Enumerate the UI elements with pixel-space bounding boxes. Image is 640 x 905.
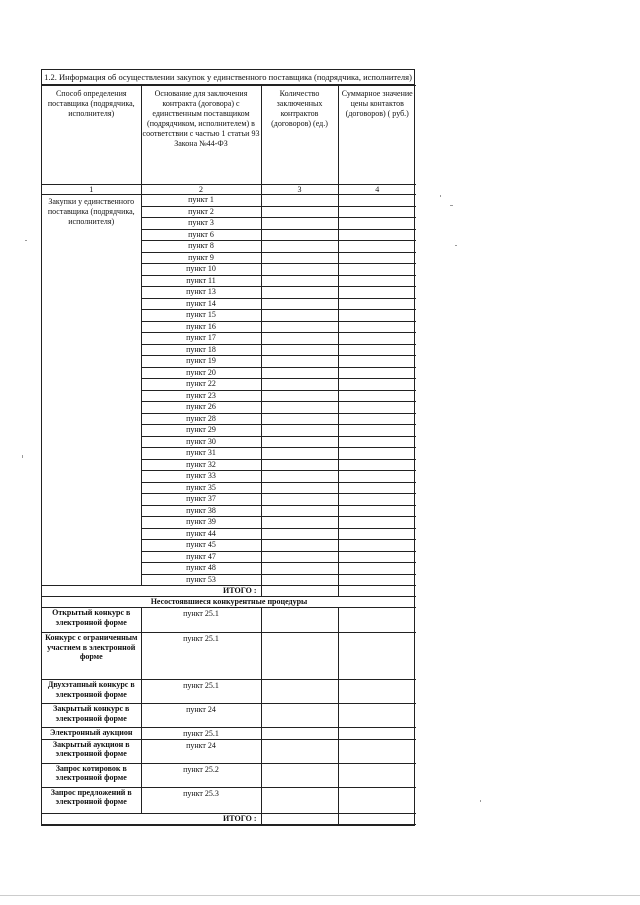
basis-cell: пункт 22 [141, 379, 261, 391]
sum-cell [338, 505, 416, 517]
header-sum: Суммарное значение цены контактов (договоров) ( руб.) [338, 86, 416, 185]
procedure-method: Запрос котировок в электронной форме [42, 763, 141, 787]
column-number-row [42, 185, 416, 195]
sum-cell [338, 425, 416, 437]
procedure-basis: пункт 25.1 [141, 680, 261, 704]
basis-cell: пункт 45 [141, 540, 261, 552]
basis-cell: пункт 16 [141, 321, 261, 333]
total-sum-cell-2 [338, 813, 416, 824]
count-cell [261, 728, 338, 740]
total-label: ИТОГО : [42, 586, 261, 597]
count-cell [261, 195, 338, 207]
scan-edge [0, 895, 640, 896]
sum-cell [338, 218, 416, 230]
sum-cell [338, 680, 416, 704]
sum-cell [338, 494, 416, 506]
single-supplier-table [42, 85, 416, 825]
count-cell [261, 517, 338, 529]
scan-speck [450, 205, 453, 206]
count-cell [261, 321, 338, 333]
count-cell [261, 528, 338, 540]
count-cell [261, 459, 338, 471]
sum-cell [338, 413, 416, 425]
procedure-method: Открытый конкурс в электронной форме [42, 608, 141, 633]
header-method: Способ определения поставщика (подрядчика, исполнителя) [42, 86, 141, 185]
basis-cell: пункт 19 [141, 356, 261, 368]
column-number: 2 [141, 185, 261, 195]
procedure-basis: пункт 24 [141, 739, 261, 763]
procedure-basis: пункт 25.1 [141, 608, 261, 633]
procedure-method: Конкурс с ограниченным участием в электронной форме [42, 633, 141, 680]
total-row-2 [42, 813, 416, 824]
count-cell [261, 680, 338, 704]
sum-cell [338, 459, 416, 471]
failed-procedure-row [42, 787, 416, 813]
sum-cell [338, 390, 416, 402]
sum-cell [338, 333, 416, 345]
procedure-method: Запрос предложений в электронной форме [42, 787, 141, 813]
report-sheet [41, 69, 415, 826]
basis-cell: пункт 38 [141, 505, 261, 517]
count-cell [261, 787, 338, 813]
procedure-basis: пункт 25.1 [141, 633, 261, 680]
basis-cell: пункт 11 [141, 275, 261, 287]
sum-cell [338, 574, 416, 586]
count-cell [261, 390, 338, 402]
basis-cell: пункт 8 [141, 241, 261, 253]
count-cell [261, 264, 338, 276]
basis-cell: пункт 23 [141, 390, 261, 402]
sum-cell [338, 241, 416, 253]
scan-speck [455, 245, 457, 246]
failed-section-title: Несостоявшиеся конкурентные процедуры [42, 597, 416, 608]
sum-cell [338, 436, 416, 448]
failed-procedure-row [42, 608, 416, 633]
procedure-method: Закрытый конкурс в электронной форме [42, 704, 141, 728]
basis-cell: пункт 10 [141, 264, 261, 276]
procedure-method: Закрытый аукцион в электронной форме [42, 739, 141, 763]
total-count-cell [261, 586, 338, 597]
section-title: 1.2. Информация об осуществлении закупок у единственного поставщика (подрядчика, исполнителя) [42, 70, 414, 85]
sum-cell [338, 787, 416, 813]
scan-speck [440, 195, 441, 197]
sum-cell [338, 367, 416, 379]
procedure-basis: пункт 24 [141, 704, 261, 728]
basis-cell: пункт 33 [141, 471, 261, 483]
failed-procedure-row [42, 728, 416, 740]
sum-cell [338, 229, 416, 241]
count-cell [261, 494, 338, 506]
basis-cell: пункт 17 [141, 333, 261, 345]
column-number: 3 [261, 185, 338, 195]
sum-cell [338, 633, 416, 680]
sum-cell [338, 402, 416, 414]
count-cell [261, 241, 338, 253]
count-cell [261, 704, 338, 728]
count-cell [261, 402, 338, 414]
basis-cell: пункт 44 [141, 528, 261, 540]
sum-cell [338, 608, 416, 633]
column-number: 1 [42, 185, 141, 195]
count-cell [261, 425, 338, 437]
count-cell [261, 206, 338, 218]
sum-cell [338, 517, 416, 529]
sum-cell [338, 379, 416, 391]
sum-cell [338, 287, 416, 299]
count-cell [261, 551, 338, 563]
count-cell [261, 574, 338, 586]
sum-cell [338, 528, 416, 540]
basis-cell: пункт 32 [141, 459, 261, 471]
count-cell [261, 229, 338, 241]
basis-cell: пункт 35 [141, 482, 261, 494]
basis-cell: пункт 39 [141, 517, 261, 529]
sum-cell [338, 195, 416, 207]
failed-procedure-row [42, 633, 416, 680]
basis-cell: пункт 53 [141, 574, 261, 586]
count-cell [261, 218, 338, 230]
procedure-method: Двухэтапный конкурс в электронной форме [42, 680, 141, 704]
header-row [42, 86, 416, 185]
sum-cell [338, 264, 416, 276]
sum-cell [338, 448, 416, 460]
count-cell [261, 275, 338, 287]
procedure-basis: пункт 25.2 [141, 763, 261, 787]
sum-cell [338, 551, 416, 563]
count-cell [261, 367, 338, 379]
total-row [42, 586, 416, 597]
sum-cell [338, 356, 416, 368]
column-number: 4 [338, 185, 416, 195]
basis-cell: пункт 28 [141, 413, 261, 425]
basis-cell: пункт 31 [141, 448, 261, 460]
basis-cell: пункт 13 [141, 287, 261, 299]
sum-cell [338, 252, 416, 264]
basis-cell: пункт 14 [141, 298, 261, 310]
basis-cell: пункт 18 [141, 344, 261, 356]
count-cell [261, 310, 338, 322]
sum-cell [338, 763, 416, 787]
basis-cell: пункт 3 [141, 218, 261, 230]
failed-procedure-row [42, 739, 416, 763]
count-cell [261, 763, 338, 787]
failed-section-row [42, 597, 416, 608]
procedure-basis: пункт 25.3 [141, 787, 261, 813]
count-cell [261, 379, 338, 391]
sum-cell [338, 321, 416, 333]
count-cell [261, 505, 338, 517]
sum-cell [338, 310, 416, 322]
basis-cell: пункт 30 [141, 436, 261, 448]
sum-cell [338, 482, 416, 494]
procedure-method: Электронный аукцион [42, 728, 141, 740]
total-sum-cell [338, 586, 416, 597]
total-label-2: ИТОГО : [42, 813, 261, 824]
count-cell [261, 356, 338, 368]
scan-speck [22, 455, 23, 458]
count-cell [261, 608, 338, 633]
single-supplier-method: Закупки у единственного поставщика (подрядчика, исполнителя) [42, 195, 141, 586]
count-cell [261, 540, 338, 552]
scan-speck [480, 800, 481, 802]
failed-procedure-row [42, 763, 416, 787]
sum-cell [338, 298, 416, 310]
total-count-cell-2 [261, 813, 338, 824]
count-cell [261, 298, 338, 310]
failed-procedure-row [42, 704, 416, 728]
sum-cell [338, 563, 416, 575]
sum-cell [338, 471, 416, 483]
basis-cell: пункт 9 [141, 252, 261, 264]
count-cell [261, 252, 338, 264]
count-cell [261, 287, 338, 299]
basis-cell: пункт 48 [141, 563, 261, 575]
count-cell [261, 333, 338, 345]
basis-cell: пункт 26 [141, 402, 261, 414]
count-cell [261, 448, 338, 460]
count-cell [261, 436, 338, 448]
count-cell [261, 344, 338, 356]
scan-speck [25, 240, 27, 241]
count-cell [261, 633, 338, 680]
sum-cell [338, 344, 416, 356]
sum-cell [338, 206, 416, 218]
sum-cell [338, 739, 416, 763]
table-row [42, 195, 416, 207]
basis-cell: пункт 1 [141, 195, 261, 207]
header-basis: Основание для заключения контракта (договора) с единственным поставщиком (подрядчиком, исполнителем) в соответствии с частью 1 статьи 93 Закона №44-ФЗ [141, 86, 261, 185]
basis-cell: пункт 2 [141, 206, 261, 218]
failed-body [42, 608, 416, 814]
sum-cell [338, 275, 416, 287]
failed-procedure-row [42, 680, 416, 704]
basis-cell: пункт 6 [141, 229, 261, 241]
count-cell [261, 471, 338, 483]
basis-cell: пункт 20 [141, 367, 261, 379]
count-cell [261, 739, 338, 763]
sum-cell [338, 540, 416, 552]
count-cell [261, 482, 338, 494]
sum-cell [338, 728, 416, 740]
count-cell [261, 563, 338, 575]
basis-cell: пункт 37 [141, 494, 261, 506]
procedure-basis: пункт 25.1 [141, 728, 261, 740]
header-count: Количество заключенных контрактов (договоров) (ед.) [261, 86, 338, 185]
basis-cell: пункт 47 [141, 551, 261, 563]
basis-cell: пункт 29 [141, 425, 261, 437]
points-body [42, 195, 416, 586]
basis-cell: пункт 15 [141, 310, 261, 322]
sum-cell [338, 704, 416, 728]
count-cell [261, 413, 338, 425]
